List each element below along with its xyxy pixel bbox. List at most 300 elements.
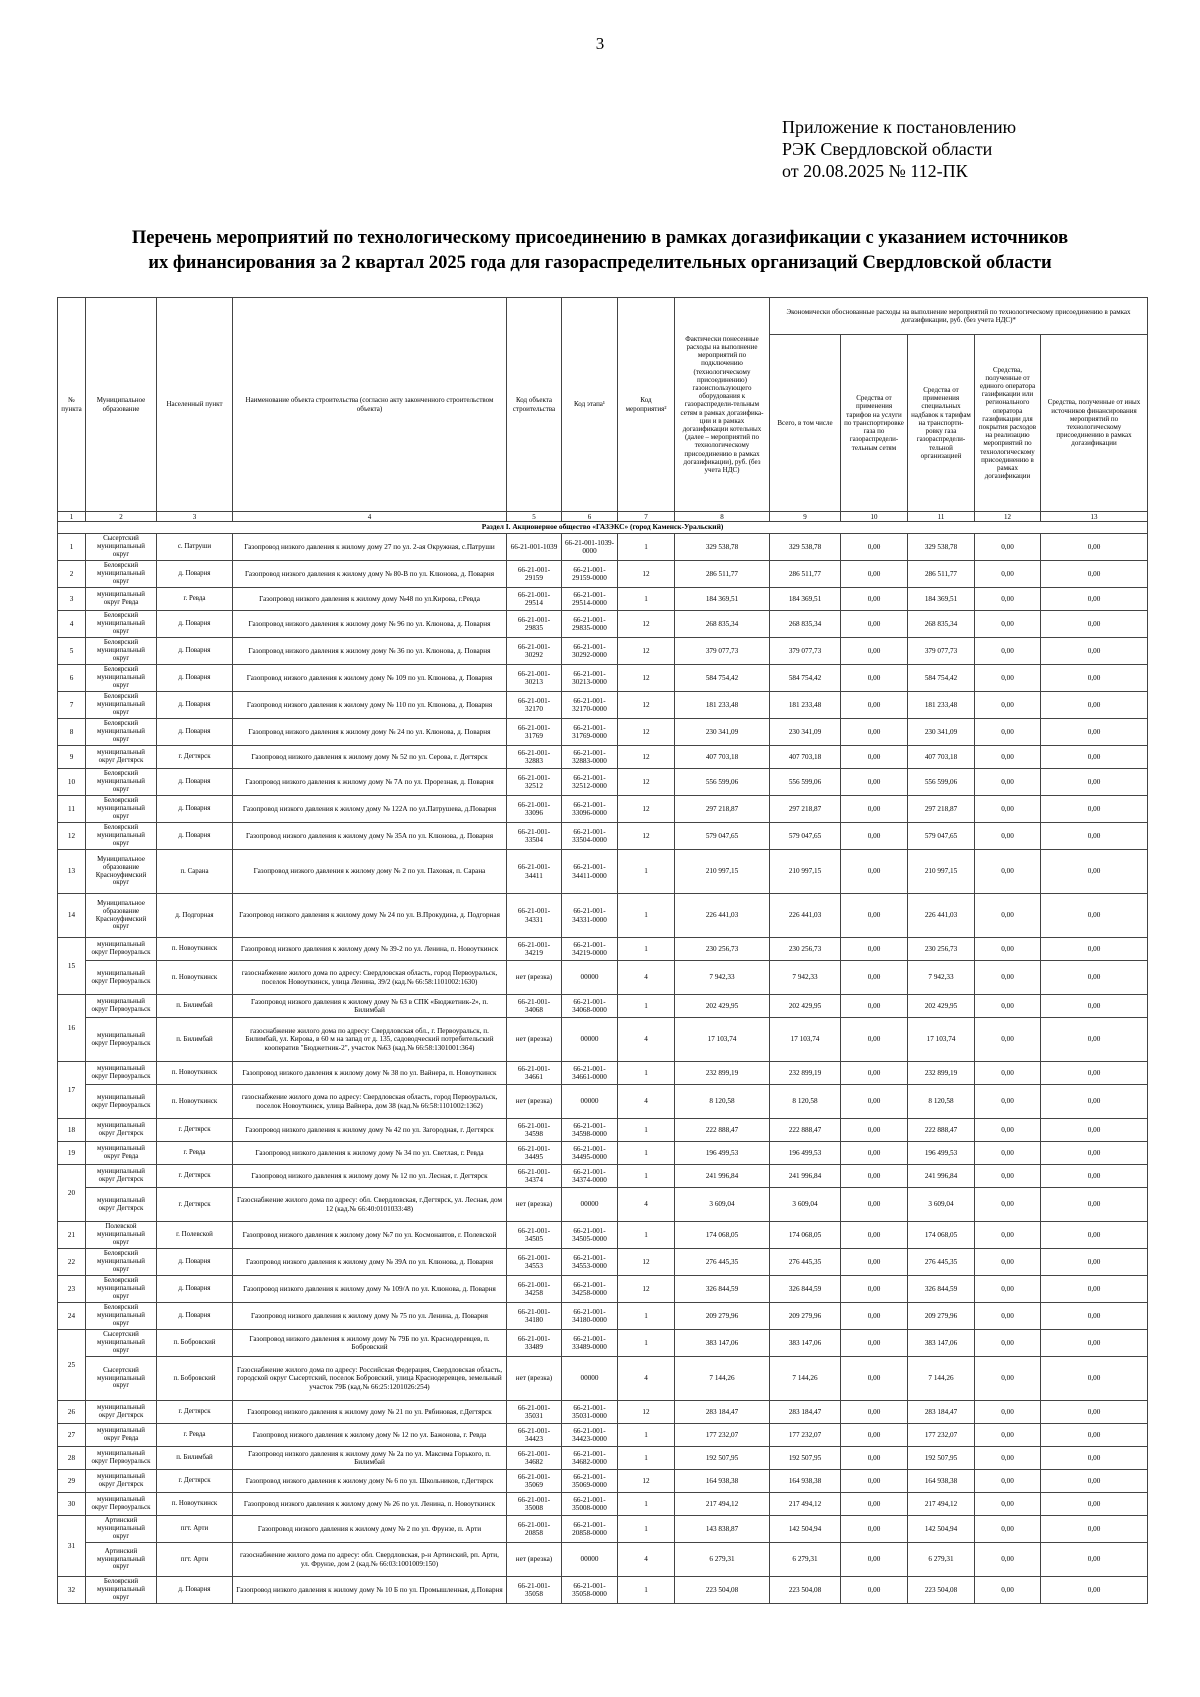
actual-costs-cell: 7 942,33	[675, 961, 770, 995]
event-code-cell: 1	[618, 1165, 675, 1188]
other-sources-cell: 0,00	[1041, 1188, 1148, 1222]
total-cell: 379 077,73	[770, 638, 841, 665]
transport-tariff-cell: 0,00	[841, 769, 908, 796]
object-code-cell: 66-21-001-34505	[507, 1222, 562, 1249]
operator-funds-cell: 0,00	[975, 746, 1041, 769]
stage-code-cell: 66-21-001-33489-0000	[562, 1330, 618, 1357]
transport-tariff-cell: 0,00	[841, 611, 908, 638]
settlement-cell: п. Новоуткинск	[157, 1085, 233, 1119]
other-sources-cell: 0,00	[1041, 1543, 1148, 1577]
table-row	[58, 823, 1148, 850]
total-cell: 174 068,05	[770, 1222, 841, 1249]
transport-tariff-cell: 0,00	[841, 638, 908, 665]
transport-tariff-cell: 0,00	[841, 1330, 908, 1357]
municipality-cell: Белоярский муниципальный округ	[86, 611, 157, 638]
actual-costs-cell: 286 511,77	[675, 561, 770, 588]
object-code-cell: 66-21-001-34258	[507, 1276, 562, 1303]
event-code-cell: 1	[618, 588, 675, 611]
actual-costs-cell: 174 068,05	[675, 1222, 770, 1249]
total-cell: 3 609,04	[770, 1188, 841, 1222]
municipality-cell: муниципальный округ Ревда	[86, 1424, 157, 1447]
event-code-cell: 12	[618, 796, 675, 823]
column-number: 9	[770, 512, 841, 522]
column-number: 1	[58, 512, 86, 522]
other-sources-cell: 0,00	[1041, 1357, 1148, 1401]
transport-tariff-cell: 0,00	[841, 850, 908, 894]
table-row	[58, 588, 1148, 611]
other-sources-cell: 0,00	[1041, 850, 1148, 894]
table-row	[58, 1424, 1148, 1447]
settlement-cell: п. Новоуткинск	[157, 1493, 233, 1516]
settlement-cell: г. Дегтярск	[157, 1401, 233, 1424]
municipality-cell: Полевской муниципальный округ	[86, 1222, 157, 1249]
total-cell: 230 341,09	[770, 719, 841, 746]
transport-tariff-cell: 0,00	[841, 1222, 908, 1249]
settlement-cell: п. Новоуткинск	[157, 1062, 233, 1085]
municipality-cell: Артинский муниципальный округ	[86, 1516, 157, 1543]
header-actual-costs: Фактически понесенные расходы на выполнение мероприятий по подключению (технологическому присоединению) газоиспользующего оборудования к газораспредели-тельным сетям в рамках догазифика-ции и в рамках догазификации котельных (далее – мероприятий по технологическому присоединению в рамках догазификации), руб. (без учета НДС)	[675, 298, 770, 512]
actual-costs-cell: 222 888,47	[675, 1119, 770, 1142]
actual-costs-cell: 230 341,09	[675, 719, 770, 746]
transport-tariff-cell: 0,00	[841, 1424, 908, 1447]
other-sources-cell: 0,00	[1041, 1062, 1148, 1085]
object-name-cell: Газопровод низкого давления к жилому дому № 36 по ул. Клюнова, д. Поварня	[233, 638, 507, 665]
actual-costs-cell: 230 256,73	[675, 938, 770, 961]
settlement-cell: д. Поварня	[157, 561, 233, 588]
object-name-cell: Газоснабжение жилого дома по адресу: обл. Свердловская, г.Дегтярск, ул. Лесная, дом 12 (кад.№ 66:40:0101033:48)	[233, 1188, 507, 1222]
event-code-cell: 12	[618, 719, 675, 746]
actual-costs-cell: 379 077,73	[675, 638, 770, 665]
special-surcharge-cell: 223 504,08	[908, 1577, 975, 1604]
special-surcharge-cell: 192 507,95	[908, 1447, 975, 1470]
special-surcharge-cell: 379 077,73	[908, 638, 975, 665]
transport-tariff-cell: 0,00	[841, 1577, 908, 1604]
stage-code-cell: 00000	[562, 961, 618, 995]
operator-funds-cell: 0,00	[975, 692, 1041, 719]
total-cell: 184 369,51	[770, 588, 841, 611]
municipality-cell: Сысертский муниципальный округ	[86, 1357, 157, 1401]
other-sources-cell: 0,00	[1041, 823, 1148, 850]
object-name-cell: газоснабжение жилого дома по адресу: Свердловская область, город Первоуральск, поселок Новоуткинск, улица Ленина, 39/2 (кад.№ 66:58:1101002:1630)	[233, 961, 507, 995]
total-cell: 556 599,06	[770, 769, 841, 796]
total-cell: 286 511,77	[770, 561, 841, 588]
special-surcharge-cell: 142 504,94	[908, 1516, 975, 1543]
actual-costs-cell: 209 279,96	[675, 1303, 770, 1330]
object-name-cell: Газопровод низкого давления к жилому дому № 110 по ул. Клюнова, д. Поварня	[233, 692, 507, 719]
header-other-sources: Средства, полученные от иных источников финансирования мероприятий по технологическому присоединению в рамках догазификации	[1041, 335, 1148, 512]
object-code-cell: 66-21-001-34180	[507, 1303, 562, 1330]
special-surcharge-cell: 177 232,07	[908, 1424, 975, 1447]
object-name-cell: Газопровод низкого давления к жилому дому № 34 по ул. Светлая, г. Ревда	[233, 1142, 507, 1165]
settlement-cell: г. Полевской	[157, 1222, 233, 1249]
special-surcharge-cell: 584 754,42	[908, 665, 975, 692]
total-cell: 202 429,95	[770, 995, 841, 1018]
operator-funds-cell: 0,00	[975, 1447, 1041, 1470]
municipality-cell: муниципальный округ Дегтярск	[86, 1470, 157, 1493]
municipality-cell: муниципальный округ Первоуральск	[86, 961, 157, 995]
object-name-cell: Газопровод низкого давления к жилому дому № 24 по ул. Клюнова, д. Поварня	[233, 719, 507, 746]
other-sources-cell: 0,00	[1041, 746, 1148, 769]
stage-code-cell: 66-21-001-34374-0000	[562, 1165, 618, 1188]
special-surcharge-cell: 329 538,78	[908, 534, 975, 561]
header-economic-costs: Экономически обоснованные расходы на выполнение мероприятий по технологическому присоединению в рамках догазификации, руб. (без учета НДС)*	[770, 298, 1148, 335]
event-code-cell: 1	[618, 938, 675, 961]
event-code-cell: 1	[618, 1303, 675, 1330]
row-number: 32	[58, 1577, 86, 1604]
other-sources-cell: 0,00	[1041, 692, 1148, 719]
operator-funds-cell: 0,00	[975, 1470, 1041, 1493]
column-number: 10	[841, 512, 908, 522]
object-name-cell: Газоснабжение жилого дома по адресу: Российская Федерация, Свердловская область, городской округ Сысертский, поселок Бобровский, улица Краснодеревцев, земельный участок 79Б (кад.№ 66:25:1201026:254)	[233, 1357, 507, 1401]
total-cell: 7 144,26	[770, 1357, 841, 1401]
stage-code-cell: 66-21-001-34068-0000	[562, 995, 618, 1018]
table-row	[58, 796, 1148, 823]
other-sources-cell: 0,00	[1041, 665, 1148, 692]
actual-costs-cell: 181 233,48	[675, 692, 770, 719]
special-surcharge-cell: 286 511,77	[908, 561, 975, 588]
actual-costs-cell: 210 997,15	[675, 850, 770, 894]
other-sources-cell: 0,00	[1041, 1165, 1148, 1188]
stage-code-cell: 66-21-001-29835-0000	[562, 611, 618, 638]
event-code-cell: 1	[618, 1577, 675, 1604]
settlement-cell: д. Поварня	[157, 1276, 233, 1303]
settlement-cell: п. Билимбай	[157, 1447, 233, 1470]
event-code-cell: 4	[618, 1543, 675, 1577]
column-number: 8	[675, 512, 770, 522]
appendix-line: РЭК Свердловской области	[782, 139, 993, 159]
object-code-cell: 66-21-001-35058	[507, 1577, 562, 1604]
object-code-cell: 66-21-001-34495	[507, 1142, 562, 1165]
settlement-cell: д. Поварня	[157, 796, 233, 823]
row-number: 15	[58, 938, 86, 995]
object-name-cell: газоснабжение жилого дома по адресу: обл. Свердловская, р-н Артинский, рп. Арти, ул. Фрунзе, дом 2 (кад.№ 66:03:1001009:150)	[233, 1543, 507, 1577]
special-surcharge-cell: 226 441,03	[908, 894, 975, 938]
special-surcharge-cell: 407 703,18	[908, 746, 975, 769]
total-cell: 7 942,33	[770, 961, 841, 995]
table-row	[58, 561, 1148, 588]
settlement-cell: г. Дегтярск	[157, 746, 233, 769]
other-sources-cell: 0,00	[1041, 995, 1148, 1018]
table-row	[58, 534, 1148, 561]
other-sources-cell: 0,00	[1041, 534, 1148, 561]
stage-code-cell: 66-21-001-32170-0000	[562, 692, 618, 719]
object-name-cell: газоснабжение жилого дома по адресу: Свердловская обл., г. Первоуральск, п. Билимбай, ул. Кирова, в 60 м на запад от д. 135, садоводческий потребительский кооператив "Бюджетник-2", участок №63 (кад.№ 66:58:1301001:364)	[233, 1018, 507, 1062]
transport-tariff-cell: 0,00	[841, 1119, 908, 1142]
actual-costs-cell: 184 369,51	[675, 588, 770, 611]
municipality-cell: Белоярский муниципальный округ	[86, 638, 157, 665]
special-surcharge-cell: 283 184,47	[908, 1401, 975, 1424]
operator-funds-cell: 0,00	[975, 1330, 1041, 1357]
stage-code-cell: 66-21-001-34180-0000	[562, 1303, 618, 1330]
object-code-cell: 66-21-001-34374	[507, 1165, 562, 1188]
total-cell: 276 445,35	[770, 1249, 841, 1276]
other-sources-cell: 0,00	[1041, 1493, 1148, 1516]
stage-code-cell: 66-21-001-20858-0000	[562, 1516, 618, 1543]
object-name-cell: Газопровод низкого давления к жилому дому 27 по ул. 2-ая Окружная, с.Патруши	[233, 534, 507, 561]
total-cell: 579 047,65	[770, 823, 841, 850]
special-surcharge-cell: 17 103,74	[908, 1018, 975, 1062]
section-title: Раздел I. Акционерное общество «ГАЗЭКС» (город Каменск-Уральский)	[58, 522, 1148, 534]
total-cell: 283 184,47	[770, 1401, 841, 1424]
municipality-cell: муниципальный округ Дегтярск	[86, 1165, 157, 1188]
object-code-cell: 66-21-001-35008	[507, 1493, 562, 1516]
row-number: 11	[58, 796, 86, 823]
object-name-cell: Газопровод низкого давления к жилому дому № 10 Б по ул. Промышленная, д.Поварня	[233, 1577, 507, 1604]
object-name-cell: Газопровод низкого давления к жилому дому № 75 по ул. Ленина, д. Поварня	[233, 1303, 507, 1330]
measures-table	[57, 297, 1148, 1604]
object-name-cell: Газопровод низкого давления к жилому дому № 109/А по ул. Клюнова, д. Поварня	[233, 1276, 507, 1303]
operator-funds-cell: 0,00	[975, 534, 1041, 561]
event-code-cell: 12	[618, 692, 675, 719]
object-name-cell: Газопровод низкого давления к жилому дому № 26 по ул. Ленина, п. Новоуткинск	[233, 1493, 507, 1516]
total-cell: 196 499,53	[770, 1142, 841, 1165]
total-cell: 223 504,08	[770, 1577, 841, 1604]
event-code-cell: 12	[618, 1276, 675, 1303]
object-code-cell: нет (врезка)	[507, 961, 562, 995]
total-cell: 181 233,48	[770, 692, 841, 719]
event-code-cell: 1	[618, 1424, 675, 1447]
operator-funds-cell: 0,00	[975, 1577, 1041, 1604]
operator-funds-cell: 0,00	[975, 1018, 1041, 1062]
other-sources-cell: 0,00	[1041, 1119, 1148, 1142]
other-sources-cell: 0,00	[1041, 1516, 1148, 1543]
stage-code-cell: 66-21-001-32883-0000	[562, 746, 618, 769]
settlement-cell: д. Поварня	[157, 769, 233, 796]
column-number: 5	[507, 512, 562, 522]
special-surcharge-cell: 6 279,31	[908, 1543, 975, 1577]
transport-tariff-cell: 0,00	[841, 692, 908, 719]
total-cell: 297 218,87	[770, 796, 841, 823]
object-code-cell: нет (врезка)	[507, 1357, 562, 1401]
event-code-cell: 12	[618, 769, 675, 796]
actual-costs-cell: 407 703,18	[675, 746, 770, 769]
operator-funds-cell: 0,00	[975, 938, 1041, 961]
special-surcharge-cell: 241 996,84	[908, 1165, 975, 1188]
table-row	[58, 894, 1148, 938]
header-operator-funds: Средства, полученные от единого оператора газификации или регионального оператора газификации для покрытия расходов на реализацию мероприятий по технологическому присоединению в рамках догазификации	[975, 335, 1041, 512]
special-surcharge-cell: 217 494,12	[908, 1493, 975, 1516]
row-number: 6	[58, 665, 86, 692]
object-name-cell: Газопровод низкого давления к жилому дому № 24 по ул. В.Прокудина, д. Подгорная	[233, 894, 507, 938]
municipality-cell: муниципальный округ Первоуральск	[86, 995, 157, 1018]
event-code-cell: 12	[618, 665, 675, 692]
object-code-cell: 66-21-001-29835	[507, 611, 562, 638]
table-row	[58, 611, 1148, 638]
actual-costs-cell: 17 103,74	[675, 1018, 770, 1062]
column-number: 2	[86, 512, 157, 522]
other-sources-cell: 0,00	[1041, 894, 1148, 938]
object-name-cell: Газопровод низкого давления к жилому дому № 79Б по ул. Краснодеревцев, п. Бобровский	[233, 1330, 507, 1357]
object-code-cell: 66-21-001-33504	[507, 823, 562, 850]
total-cell: 217 494,12	[770, 1493, 841, 1516]
event-code-cell: 12	[618, 823, 675, 850]
operator-funds-cell: 0,00	[975, 1516, 1041, 1543]
settlement-cell: г. Дегтярск	[157, 1470, 233, 1493]
table-row	[58, 1577, 1148, 1604]
object-name-cell: Газопровод низкого давления к жилому дому № 6 по ул. Школьников, г.Дегтярск	[233, 1470, 507, 1493]
object-code-cell: нет (врезка)	[507, 1085, 562, 1119]
transport-tariff-cell: 0,00	[841, 1447, 908, 1470]
operator-funds-cell: 0,00	[975, 1119, 1041, 1142]
object-name-cell: Газопровод низкого давления к жилому дому № 12 по ул. Лесная, г. Дегтярск	[233, 1165, 507, 1188]
stage-code-cell: 66-21-001-34553-0000	[562, 1249, 618, 1276]
transport-tariff-cell: 0,00	[841, 1018, 908, 1062]
municipality-cell: Белоярский муниципальный округ	[86, 1276, 157, 1303]
special-surcharge-cell: 230 256,73	[908, 938, 975, 961]
object-code-cell: 66-21-001-34661	[507, 1062, 562, 1085]
object-code-cell: 66-21-001-34411	[507, 850, 562, 894]
object-name-cell: Газопровод низкого давления к жилому дому № 38 по ул. Вайнера, п. Новоуткинск	[233, 1062, 507, 1085]
settlement-cell: г. Дегтярск	[157, 1188, 233, 1222]
transport-tariff-cell: 0,00	[841, 995, 908, 1018]
operator-funds-cell: 0,00	[975, 1303, 1041, 1330]
settlement-cell: пгт. Арти	[157, 1516, 233, 1543]
header-object-code: Код объекта строительства	[507, 298, 562, 512]
row-number: 1	[58, 534, 86, 561]
actual-costs-cell: 297 218,87	[675, 796, 770, 823]
actual-costs-cell: 3 609,04	[675, 1188, 770, 1222]
settlement-cell: г. Дегтярск	[157, 1119, 233, 1142]
special-surcharge-cell: 268 835,34	[908, 611, 975, 638]
object-code-cell: 66-21-001-34423	[507, 1424, 562, 1447]
special-surcharge-cell: 164 938,38	[908, 1470, 975, 1493]
other-sources-cell: 0,00	[1041, 1470, 1148, 1493]
settlement-cell: г. Ревда	[157, 1424, 233, 1447]
settlement-cell: д. Поварня	[157, 611, 233, 638]
object-name-cell: Газопровод низкого давления к жилому дому № 7А по ул. Прорезная, д. Поварня	[233, 769, 507, 796]
table-row	[58, 961, 1148, 995]
row-number: 4	[58, 611, 86, 638]
event-code-cell: 1	[618, 1119, 675, 1142]
settlement-cell: п. Бобровский	[157, 1357, 233, 1401]
stage-code-cell: 66-21-001-29514-0000	[562, 588, 618, 611]
object-code-cell: 66-21-001-34682	[507, 1447, 562, 1470]
total-cell: 164 938,38	[770, 1470, 841, 1493]
transport-tariff-cell: 0,00	[841, 534, 908, 561]
row-number: 29	[58, 1470, 86, 1493]
actual-costs-cell: 196 499,53	[675, 1142, 770, 1165]
table-row	[58, 1165, 1148, 1188]
transport-tariff-cell: 0,00	[841, 1401, 908, 1424]
page-number: 3	[595, 34, 605, 53]
operator-funds-cell: 0,00	[975, 1276, 1041, 1303]
event-code-cell: 1	[618, 1330, 675, 1357]
municipality-cell: муниципальный округ Дегтярск	[86, 1401, 157, 1424]
total-cell: 232 899,19	[770, 1062, 841, 1085]
special-surcharge-cell: 383 147,06	[908, 1330, 975, 1357]
operator-funds-cell: 0,00	[975, 1188, 1041, 1222]
settlement-cell: д. Подгорная	[157, 894, 233, 938]
event-code-cell: 1	[618, 534, 675, 561]
actual-costs-cell: 329 538,78	[675, 534, 770, 561]
transport-tariff-cell: 0,00	[841, 1357, 908, 1401]
object-code-cell: 66-21-001-34553	[507, 1249, 562, 1276]
transport-tariff-cell: 0,00	[841, 1493, 908, 1516]
table-row	[58, 1085, 1148, 1119]
transport-tariff-cell: 0,00	[841, 1470, 908, 1493]
header-municipality: Муниципальное образование	[86, 298, 157, 512]
other-sources-cell: 0,00	[1041, 1303, 1148, 1330]
object-name-cell: Газопровод низкого давления к жилому дому № 2а по ул. Максима Горького, п. Билимбай	[233, 1447, 507, 1470]
object-name-cell: Газопровод низкого давления к жилому дому № 39-2 по ул. Ленина, п. Новоуткинск	[233, 938, 507, 961]
total-cell: 142 504,94	[770, 1516, 841, 1543]
operator-funds-cell: 0,00	[975, 1401, 1041, 1424]
municipality-cell: Белоярский муниципальный округ	[86, 1577, 157, 1604]
special-surcharge-cell: 326 844,59	[908, 1276, 975, 1303]
object-code-cell: 66-21-001-32883	[507, 746, 562, 769]
special-surcharge-cell: 181 233,48	[908, 692, 975, 719]
object-code-cell: 66-21-001-35069	[507, 1470, 562, 1493]
event-code-cell: 4	[618, 1085, 675, 1119]
actual-costs-cell: 276 445,35	[675, 1249, 770, 1276]
municipality-cell: Сысертский муниципальный округ	[86, 1330, 157, 1357]
other-sources-cell: 0,00	[1041, 638, 1148, 665]
transport-tariff-cell: 0,00	[841, 1142, 908, 1165]
event-code-cell: 1	[618, 1516, 675, 1543]
object-name-cell: Газопровод низкого давления к жилому дому № 2 по ул. Фрунзе, п. Арти	[233, 1516, 507, 1543]
municipality-cell: муниципальный округ Дегтярск	[86, 1188, 157, 1222]
municipality-cell: Белоярский муниципальный округ	[86, 1249, 157, 1276]
section-row	[58, 522, 1148, 534]
total-cell: 329 538,78	[770, 534, 841, 561]
other-sources-cell: 0,00	[1041, 1577, 1148, 1604]
table-row	[58, 665, 1148, 692]
event-code-cell: 12	[618, 561, 675, 588]
table-row	[58, 769, 1148, 796]
special-surcharge-cell: 3 609,04	[908, 1188, 975, 1222]
appendix-block	[782, 116, 1016, 182]
object-name-cell: Газопровод низкого давления к жилому дому № 80-В по ул. Клюнова, д. Поварня	[233, 561, 507, 588]
table-row	[58, 938, 1148, 961]
object-code-cell: 66-21-001-30292	[507, 638, 562, 665]
table-row	[58, 1357, 1148, 1401]
special-surcharge-cell: 7 144,26	[908, 1357, 975, 1401]
row-number: 28	[58, 1447, 86, 1470]
object-code-cell: нет (врезка)	[507, 1018, 562, 1062]
event-code-cell: 1	[618, 995, 675, 1018]
operator-funds-cell: 0,00	[975, 894, 1041, 938]
object-name-cell: Газопровод низкого давления к жилому дому № 42 по ул. Загородная, г. Дегтярск	[233, 1119, 507, 1142]
header-num: № пункта	[58, 298, 86, 512]
object-name-cell: Газопровод низкого давления к жилому дому № 96 по ул. Клюнова, д. Поварня	[233, 611, 507, 638]
operator-funds-cell: 0,00	[975, 561, 1041, 588]
table-row	[58, 995, 1148, 1018]
transport-tariff-cell: 0,00	[841, 796, 908, 823]
other-sources-cell: 0,00	[1041, 1330, 1148, 1357]
stage-code-cell: 66-21-001-31769-0000	[562, 719, 618, 746]
transport-tariff-cell: 0,00	[841, 1303, 908, 1330]
table-row	[58, 1142, 1148, 1165]
stage-code-cell: 66-21-001-35058-0000	[562, 1577, 618, 1604]
other-sources-cell: 0,00	[1041, 1222, 1148, 1249]
settlement-cell: г. Ревда	[157, 1142, 233, 1165]
column-number: 6	[562, 512, 618, 522]
event-code-cell: 12	[618, 1470, 675, 1493]
actual-costs-cell: 383 147,06	[675, 1330, 770, 1357]
other-sources-cell: 0,00	[1041, 588, 1148, 611]
actual-costs-cell: 177 232,07	[675, 1424, 770, 1447]
table-row	[58, 638, 1148, 665]
header-object-name: Наименование объекта строительства (согласно акту законченного строительством объекта)	[233, 298, 507, 512]
settlement-cell: г. Дегтярск	[157, 1165, 233, 1188]
settlement-cell: д. Поварня	[157, 665, 233, 692]
event-code-cell: 12	[618, 746, 675, 769]
municipality-cell: муниципальный округ Первоуральск	[86, 1085, 157, 1119]
event-code-cell: 4	[618, 1018, 675, 1062]
event-code-cell: 1	[618, 1447, 675, 1470]
actual-costs-cell: 283 184,47	[675, 1401, 770, 1424]
object-code-cell: 66-21-001-32512	[507, 769, 562, 796]
